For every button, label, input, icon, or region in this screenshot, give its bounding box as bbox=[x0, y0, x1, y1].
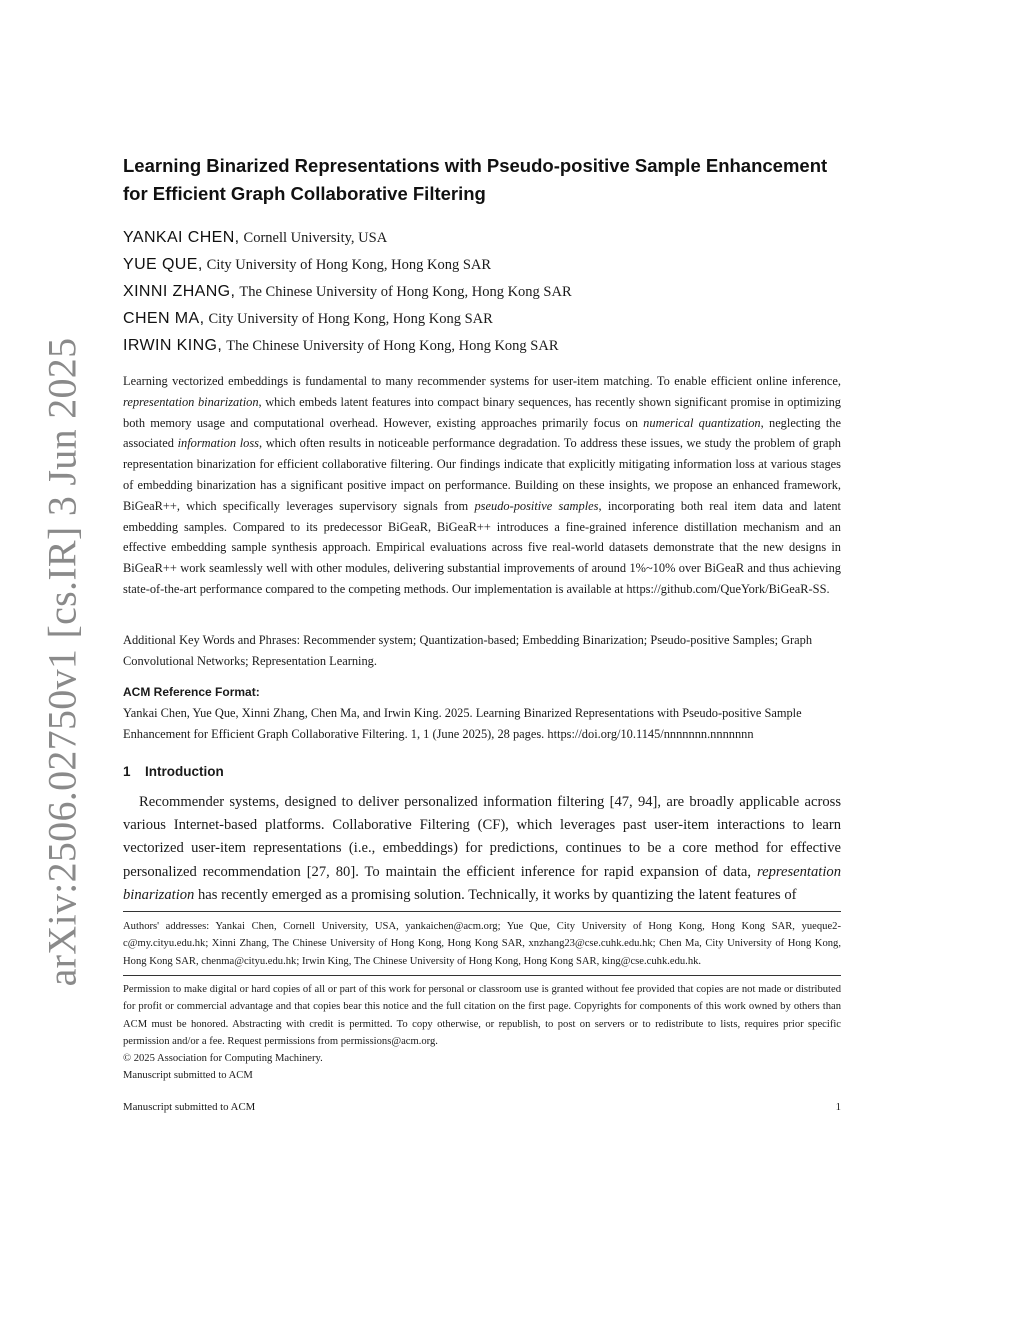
paper-title: Learning Binarized Representations with Pseudo-positive Sample Enhancement for Efficient Graph Collaborative Filtering bbox=[123, 155, 828, 204]
abstract-emphasis: numerical quantization bbox=[643, 415, 761, 430]
permissions-text: Permission to make digital or hard copies of all or part of this work for personal or classroom use is granted without fee provided that copies are not made or distributed for profit or commercial advantage and that copies bear this notice and the full citation on the first page. Copyrights for components of this work owned by others than ACM must be honored. Abstracting with credit is permitted. To copy otherwise, or republish, to post on servers or to redistribute to lists, requires prior specific permission and/or a fee. Request permissions from permissions@acm.org. bbox=[123, 984, 841, 1047]
page-number: 1 bbox=[835, 1101, 841, 1113]
section-heading-introduction bbox=[123, 764, 841, 779]
author-affiliation: City University of Hong Kong, Hong Kong SAR bbox=[206, 257, 492, 273]
acm-reference-text: Yankai Chen, Yue Que, Xinni Zhang, Chen Ma, and Irwin King. 2025. Learning Binarized Representations with Pseudo-positive Sample Enhancement for Efficient Graph Collaborative Filtering. 1, 1 (June 2025), 28 pages. https://doi.org/10.1145/nnnnnnn.nnnnnnn bbox=[123, 705, 802, 741]
intro-emphasis: representation binarization bbox=[123, 863, 841, 903]
abstract-text: , neglecting the associated bbox=[123, 415, 841, 451]
authors-addresses-footnote: Authors' addresses: Yankai Chen, Cornell University, USA, yankaichen@acm.org; Yue Que, City University of Hong Kong, Hong Kong SAR, yueque2-c@my.cityu.edu.hk; Xinni Zhang, The Chinese University of Hong Kong, Hong Kong SAR, xnzhang23@cse.cuhk.edu.hk; Chen Ma, City University of Hong Kong, Hong Kong SAR, chenma@cityu.edu.hk; Irwin King, The Chinese University of Hong Kong, Hong Kong SAR, king@cse.cuhk.edu.hk. bbox=[123, 921, 841, 967]
permissions-divider bbox=[123, 975, 841, 976]
abstract-text: Learning vectorized embeddings is fundamental to many recommender systems for user-item matching. To enable efficient online inference, bbox=[123, 374, 841, 388]
intro-text: has recently emerged as a promising solution. Technically, it works by quantizing the latent features of bbox=[194, 886, 797, 903]
arxiv-identifier-stamp: arXiv:2506.02750v1 [cs.IR] 3 Jun 2025 bbox=[39, 337, 85, 987]
author-name: XINNI ZHANG, bbox=[123, 283, 236, 300]
author-entry bbox=[123, 280, 841, 307]
acm-reference-heading: ACM Reference Format: bbox=[123, 685, 260, 699]
abstract bbox=[123, 371, 841, 600]
abstract-emphasis: information loss bbox=[177, 436, 259, 451]
author-affiliation: City University of Hong Kong, Hong Kong SAR bbox=[208, 311, 493, 327]
author-affiliation: The Chinese University of Hong Kong, Hong Kong SAR bbox=[239, 284, 572, 300]
running-footer bbox=[123, 1101, 841, 1113]
abstract-text: , which embeds latent features into compact binary sequences, has recently shown significant promise in optimizing both memory usage and computational overhead. However, existing approaches primarily focus on bbox=[123, 394, 841, 430]
abstract-text: , which often results in noticeable performance degradation. To address these issues, we study the problem of graph representation binarization for efficient collaborative filtering. Our findings indicate that explicitly mitigating information loss at various stages of embedding binarization has a significant positive impact on performance. Building on these insights, we propose an enhanced framework, BiGeaR++, which specifically leverages supervisory signals from bbox=[123, 436, 841, 513]
intro-text: Recommender systems, designed to deliver personalized information filtering [47, 94], are broadly applicable across various Internet-based platforms. Collaborative Filtering (CF), which leverages past user-item interactions to learn vectorized user-item representations (i.e., embeddings) for predictions, continues to be a core method for effective personalized recommendation [27, 80]. To maintain the efficient inference for rapid expansion of data, bbox=[123, 794, 841, 880]
introduction-paragraph bbox=[123, 791, 841, 907]
keywords: Additional Key Words and Phrases: Recommender system; Quantization-based; Embedding Binarization; Pseudo-positive Samples; Graph Convolutional Networks; Representation Learning. bbox=[123, 633, 813, 668]
author-name: IRWIN KING, bbox=[123, 337, 223, 354]
author-entry bbox=[123, 307, 841, 334]
author-entry bbox=[123, 334, 841, 361]
abstract-text: , incorporating both real item data and latent embedding samples. Compared to its predecessor BiGeaR, BiGeaR++ introduces a fine-grained inference distillation mechanism and an effective embedding sample synthesis approach. Empirical evaluations across five real-world datasets demonstrate that the new designs in BiGeaR++ work seamlessly well with other modules, delivering substantial improvements of around 1%~10% over BiGeaR and thus achieving state-of-the-art performance compared to the competing methods. Our implementation is available at https://github.com/QueYork/BiGeaR-SS. bbox=[123, 498, 841, 596]
copyright-line: © 2025 Association for Computing Machinery. bbox=[123, 1053, 323, 1065]
author-list bbox=[123, 226, 841, 361]
author-affiliation: The Chinese University of Hong Kong, Hong Kong SAR bbox=[226, 338, 559, 354]
footer-venue: Manuscript submitted to ACM bbox=[123, 1101, 256, 1113]
abstract-emphasis: pseudo-positive samples bbox=[474, 498, 599, 513]
author-entry bbox=[123, 226, 841, 253]
author-affiliation: Cornell University, USA bbox=[243, 230, 388, 246]
author-name: YUE QUE, bbox=[123, 256, 203, 273]
section-number: 1 bbox=[123, 764, 131, 779]
section-title: Introduction bbox=[145, 764, 224, 779]
author-entry bbox=[123, 253, 841, 280]
acm-reference-format bbox=[123, 682, 841, 744]
footnote-divider bbox=[123, 911, 841, 912]
author-name: YANKAI CHEN, bbox=[123, 229, 240, 246]
abstract-emphasis: representation binarization bbox=[123, 394, 259, 409]
author-name: CHEN MA, bbox=[123, 310, 205, 327]
permissions-block bbox=[123, 981, 841, 1085]
manuscript-note: Manuscript submitted to ACM bbox=[123, 1070, 253, 1082]
